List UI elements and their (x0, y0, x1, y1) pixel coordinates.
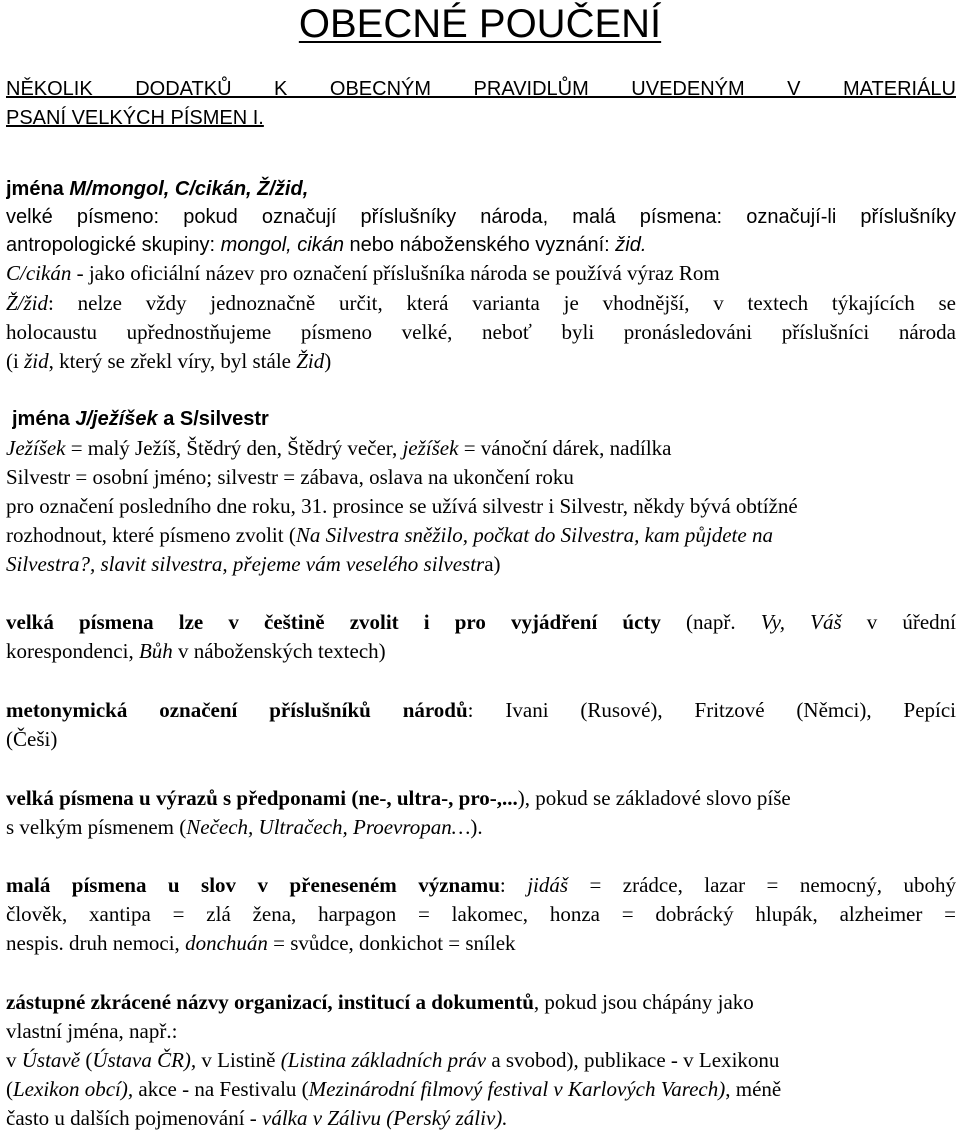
section-2-line-6: Silvestra?, slavit silvestra, přejeme vám veselého silvestra) (6, 552, 501, 576)
section-7-line-3: v Ústavě (Ústava ČR), v Listině (Listina základních práv a svobod), publikace - v Lexikonu (6, 1048, 780, 1072)
section-2-line-3: Silvestr = osobní jméno; silvestr = zábava, oslava na ukončení roku (6, 465, 574, 489)
section-1-line-7: (i žid, který se zřekl víry, byl stále Žid) (6, 349, 332, 373)
section-5-line-2: s velkým písmenem (Nečech, Ultračech, Proevropan…). (6, 815, 483, 839)
page-title: OBECNÉ POUČENÍ (298, 2, 662, 46)
section-7-line-2: vlastní jména, např.: (6, 1019, 178, 1043)
section-7-line-4: (Lexikon obcí), akce - na Festivalu (Mezinárodní filmový festival v Karlových Varech), méně (6, 1077, 782, 1101)
section-6-line-2: člověk, xantipa = zlá žena, harpagon = lakomec, honza = dobrácký hlupák, alzheimer = (6, 902, 956, 926)
section-1-line-5: Ž/žid: nelze vždy jednoznačně určit, která varianta je vhodnější, v textech týkajících se (6, 291, 956, 315)
section-2-heading: jména J/ježíšek a S/silvestr (12, 408, 269, 430)
section-4-line-2: (Češi) (6, 727, 58, 751)
section-1-line-6: holocaustu upřednostňujeme písmeno velké, neboť byli pronásledováni příslušníci národa (6, 320, 956, 344)
section-1-line-3: antropologické skupiny: mongol, cikán nebo náboženského vyznání: žid. (6, 234, 647, 256)
section-2-line-2: Ježíšek = malý Ježíš, Štědrý den, Štědrý večer, ježíšek = vánoční dárek, nadílka (6, 436, 672, 460)
section-6-line-1: malá písmena u slov v přeneseném významu: jidáš = zrádce, lazar = nemocný, ubohý (6, 873, 956, 897)
subtitle-line-2: PSANÍ VELKÝCH PÍSMEN I. (6, 107, 264, 129)
section-3-line-2: korespondenci, Bůh v náboženských textech) (6, 639, 386, 663)
section-3-line-1: velká písmena lze v češtině zvolit i pro vyjádření úcty (např. Vy, Váš v úřední (6, 610, 956, 634)
section-1-line-4: C/cikán - jako oficiální název pro označení příslušníka národa se používá výraz Rom (6, 261, 720, 285)
section-2-line-4: pro označení posledního dne roku, 31. prosince se užívá silvestr i Silvestr, někdy bývá obtížné (6, 494, 798, 518)
subtitle-line-1: NĚKOLIK DODATKŮ K OBECNÝM PRAVIDLŮM UVEDENÝM V MATERIÁLU (6, 78, 956, 100)
section-4-line-1: metonymická označení příslušníků národů: Ivani (Rusové), Fritzové (Němci), Pepíci (6, 698, 956, 722)
section-7-line-1: zástupné zkrácené názvy organizací, institucí a dokumentů, pokud jsou chápány jako (6, 990, 754, 1014)
section-5-line-1: velká písmena u výrazů s předponami (ne-, ultra-, pro-,...), pokud se základové slovo píše (6, 786, 791, 810)
section-7-line-5: často u dalších pojmenování - válka v Zálivu (Perský záliv). (6, 1106, 508, 1130)
section-1-line-2: velké písmeno: pokud označují příslušníky národa, malá písmena: označují-li příslušníky (6, 206, 956, 228)
section-6-line-3: nespis. druh nemoci, donchuán = svůdce, donkichot = snílek (6, 931, 516, 955)
section-1-heading: jména M/mongol, C/cikán, Ž/žid, (6, 178, 309, 200)
section-2-line-5: rozhodnout, které písmeno zvolit (Na Silvestra sněžilo, počkat do Silvestra, kam půjdete na (6, 523, 773, 547)
